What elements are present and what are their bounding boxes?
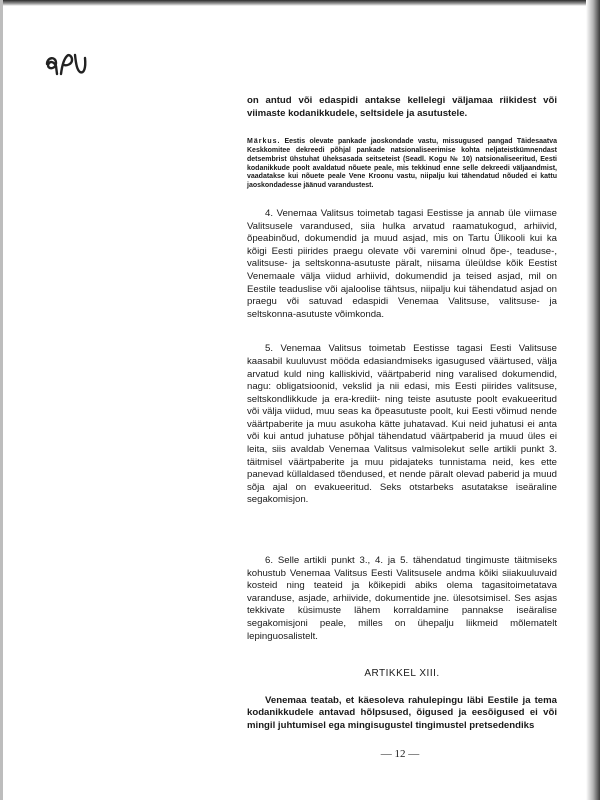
paragraph-5: 5. Venemaa Valitsus toimetab Eestisse tagasi Eesti Valitsuse kaasabil kuuluvust mööda edasiandmiseks igasugused väärtused, välja arvatud kuld ning kalliskivid, väärtpaberid ning varalised dokumendid, nagu: obligatsioonid, vekslid ja nii edasi, mis Eesti piirides valitsuse, seltskondlikkude ja era-krediit- ning teiste asutuste poolt evakueeritud või välja viidud, muu seas ka õpeasutuste poolt, kui Eesti võimud nende väärtpaberite ja muu asukoha kätte juhatavad. Kui neid juhatusi ei anta või kui antud juhatuse põhjal tähendatud väärtpaberid ja muud üles ei leita, siis avaldab Venemaa Valitsus valmisolekut selle artikli punkt 3. täitmisel väärtpaberite ja muu pidajateks tunnistama neid, kes ette panevad küllaldased tõendused, et nende päralt olevad paberid ja muud sõja ajal on evakueeritud. Seks otstarbeks asutatakse iseäraline segakomisjon. [247, 343, 557, 506]
handwritten-mark-icon [44, 48, 88, 82]
paragraph-4: 4. Venemaa Valitsus toimetab tagasi Eestisse ja annab üle viimase Valitsusele varandused, siia hulka arvatud raamatukogud, arhiivid, õpeabinõud, dokumendid ja muud asjad, mis on Tartu Ülikooli kui ka kõigi Eesti piirides praegu olevate või varemini olnud õpe-, teaduse-, valitsuse- ja seltskonna-asutuste päralt, niisama üleüldse kõik Eestist Venemaale välja viidud arhiivid, dokumendid ja teised asjad, mil on Eestile teaduslise või ajaloolise tähtsus, niipalju kui tähendatud asjad on praegu või satuvad edaspidi Venemaa Valitsuse, valitsuse- ja seltskonna-asutuste võimkonda. [247, 207, 557, 320]
page-number: — 12 — [380, 748, 420, 760]
scan-edge-left [0, 0, 3, 800]
scan-edge-right [586, 0, 600, 800]
note-label: Märkus. [247, 138, 281, 146]
intro-paragraph: on antud või edaspidi antakse kellelegi väljamaa riikidest või viimaste kodanikkudele, seltsidele ja asutustele. [247, 95, 557, 119]
article-heading: ARTIKKEL XIII. [364, 668, 440, 680]
note-paragraph [247, 138, 557, 191]
last-paragraph: Venemaa teatab, et käesoleva rahulepingu läbi Eestile ja tema kodanikkudele antavad hõlpsused, õigused ja eesõigused ei või mingil juhtumisel ega mingisugustel tingimustel pretsedendiks [247, 694, 557, 731]
document-body [247, 95, 557, 733]
scan-edge-top [0, 0, 600, 6]
paragraph-6: 6. Selle artikli punkt 3., 4. ja 5. tähendatud tingimuste täitmiseks kohustub Venemaa Valitsus Eesti Valitsusele andma kõiki siiakuuluvaid kosteid ning teateid ja kõikepidi abiks olema tagasitoimetatava varanduse, asjade, arhiivide, dokumentide jne. ülesotsimisel. Ses asjas tekkivate küsimuste lähem korraldamine pannakse iseäralise segakomisjoni peale, milles on ühepalju liikmeid mõlematelt lepinguosalistelt. [247, 555, 557, 642]
note-text: Eestis olevate pankade jaoskondade vastu, missugused pangad Täidesaatva Keskkomitee dekreedi põhjal pankade natsionaliseerimise kohta neljateistkümnendast detsembrist ühstuhat üheksasada seitseteist (Seadl. Kogu № 10) natsionaliseeritud, Eesti kodanikkude poolt avaldatud nõuete peale, mis tekkinud enne selle dekreedi väljaandmist, vaadatakse kui nõuete peale Vene Kroonu vastu, niipalju kui tähendatud nõuded ei kattu jaoskondadesse jäänud varandustest. [247, 138, 557, 190]
